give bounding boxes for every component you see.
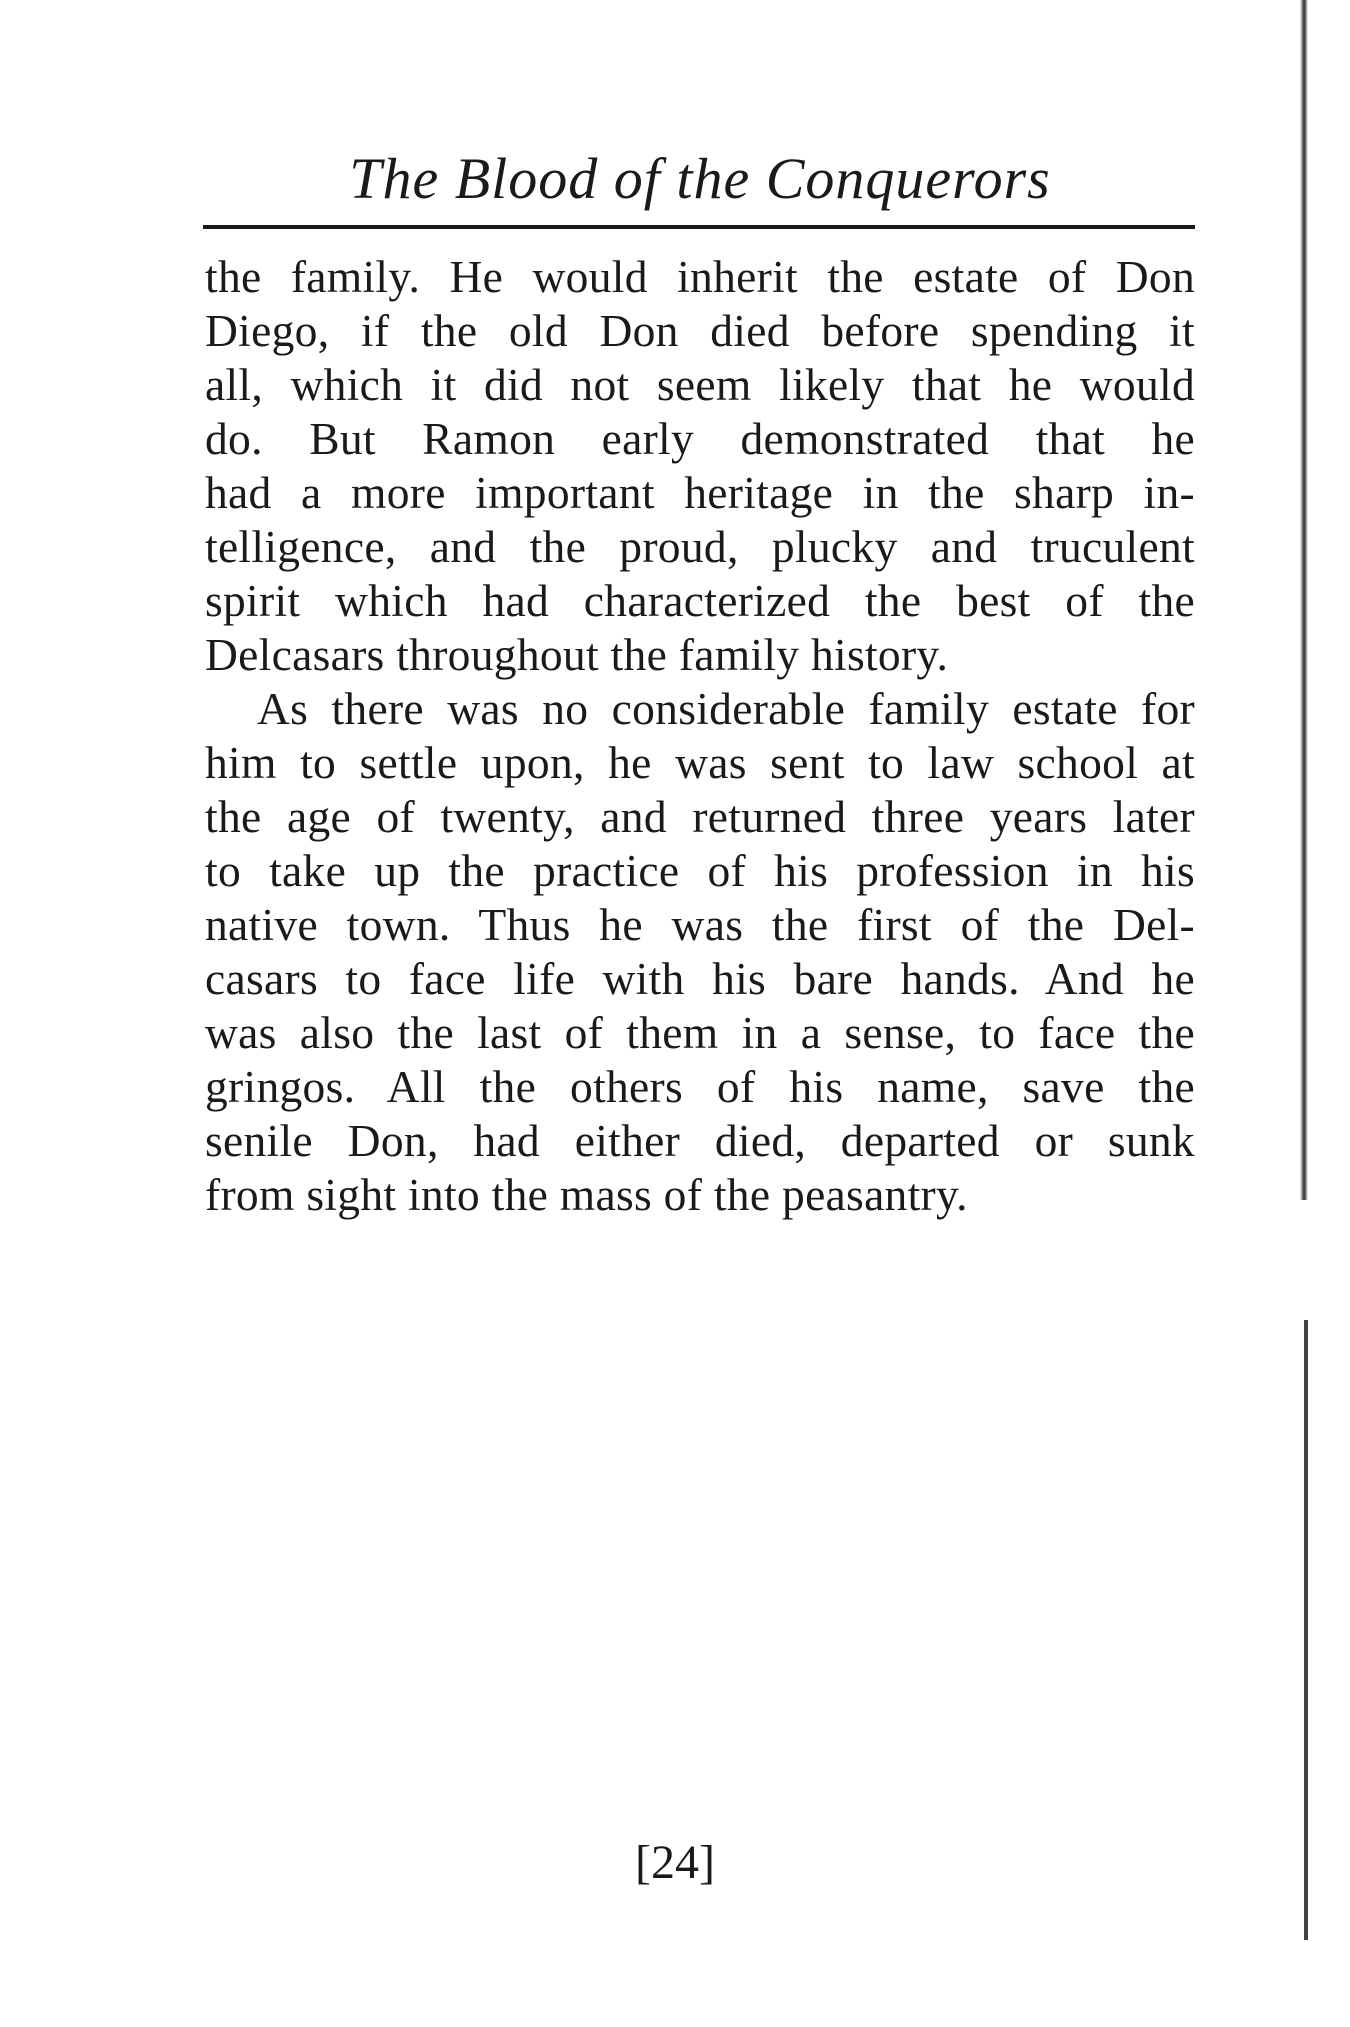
binding-edge-shadow-lower: [1304, 1320, 1308, 1940]
running-title: The Blood of the Conquerors: [349, 146, 1051, 211]
paragraph-2: [205, 682, 1195, 1222]
text-line: from sight into the mass of the peasantry.: [205, 1169, 968, 1220]
text-line: As there was no considerable family estate for: [257, 683, 1195, 734]
text-line: was also the last of them in a sense, to face the: [205, 1007, 1195, 1058]
text-line: native town. Thus he was the first of the Del-: [205, 899, 1195, 950]
text-line: do. But Ramon early demonstrated that he: [205, 413, 1195, 464]
text-line: the age of twenty, and returned three years later: [205, 791, 1195, 842]
text-line: all, which it did not seem likely that he would: [205, 359, 1195, 410]
text-line: telligence, and the proud, plucky and truculent: [205, 521, 1195, 572]
page-number: [24]: [635, 1836, 715, 1889]
binding-edge-shadow: [1300, 0, 1308, 1200]
text-line: to take up the practice of his profession in his: [205, 845, 1195, 896]
text-line: senile Don, had either died, departed or sunk: [205, 1115, 1195, 1166]
text-line: casars to face life with his bare hands. And he: [205, 953, 1195, 1004]
text-line: spirit which had characterized the best of the: [205, 575, 1195, 626]
text-line: Diego, if the old Don died before spending it: [205, 305, 1195, 356]
text-line: had a more important heritage in the sharp in-: [205, 467, 1195, 518]
text-line: gringos. All the others of his name, save the: [205, 1061, 1195, 1112]
text-line: him to settle upon, he was sent to law school at: [205, 737, 1195, 788]
text-line: Delcasars throughout the family history.: [205, 629, 949, 680]
paragraph-1: [205, 250, 1195, 682]
body-text: [205, 250, 1195, 1222]
header-rule: [203, 225, 1195, 229]
text-line: the family. He would inherit the estate of Don: [205, 251, 1195, 302]
